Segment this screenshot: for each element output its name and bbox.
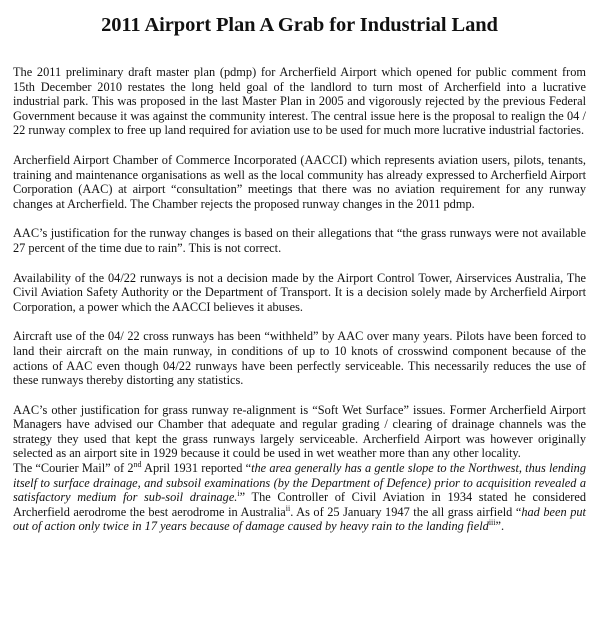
endnote-ref-2: ii	[285, 503, 291, 513]
endnote-ref-3: iii	[488, 518, 496, 528]
paragraph-chamber-of-commerce: Archerfield Airport Chamber of Commerce Incorporated (AACCI) which represents aviation users, pilots, tenants, training and maintenance organisations as well as the local community has already expressed to Archerfield Airport Corporation (AAC) at airport “consultation” meetings that there was no aviation requirement for any runway changes at Archerfield. The Chamber rejects the proposed runway changes in the 2011 pdmp.	[13, 152, 586, 211]
paragraph-draft-master-plan: The 2011 preliminary draft master plan (pdmp) for Archerfield Airport which opened for public comment from 15th December 2010 restates the long held goal of the landlord to turn most of Archerfield into a lucrative industrial park. This was proposed in the last Master Plan in 2005 and vigorously rejected by the previous Federal Government because it was against the community interest. The central issue here is the proposal to realign the 04 / 22 runway complex to free up land required for aviation use to be used for much more lucrative industrial factories.	[13, 65, 586, 138]
p7-text-5: ”.	[495, 519, 505, 534]
paragraph-aac-justification: AAC’s justification for the runway changes is based on their allegations that “the grass runways were not available 27 percent of the time due to rain”. This is not correct.	[13, 226, 586, 255]
ordinal-suffix: nd	[133, 459, 142, 469]
paragraph-courier-mail-history	[13, 461, 586, 534]
endnote-ref-1: i	[237, 489, 240, 499]
page-title: 2011 Airport Plan A Grab for Industrial Land	[101, 14, 498, 36]
p7-text-2: April 1931 reported “	[141, 461, 252, 476]
courier-mail-quote: the area generally has a gentle slope to the Northwest, thus lending itself to surface drainage, and subsoil examinations (by the Department of Defence) prior to acquisition revealed a satisfactory medium for sub-soil drainage.	[13, 461, 587, 505]
paragraph-soft-wet-surface: AAC’s other justification for grass runway re-alignment is “Soft Wet Surface” issues. Former Archerfield Airport Managers have advised our Chamber that adequate and regular grading / clearing of drainage channels was the strategy they used that kept the grass runways largely serviceable. Archerfield Airport was however originally selected as an airport site in 1929 because it could be used in wet weather more than any other locality.	[13, 402, 586, 461]
article-body	[13, 65, 586, 534]
paragraph-runway-availability: Availability of the 04/22 runways is not a decision made by the Airport Control Tower, Airservices Australia, The Civil Aviation Safety Authority or the Department of Transport. It is a decision solely made by Archerfield Airport Corporation, a power which the AACCI believes it abuses.	[13, 270, 586, 314]
paragraph-cross-runways-withheld: Aircraft use of the 04/ 22 cross runways has been “withheld” by AAC over many years. Pilots have been forced to land their aircraft on the main runway, in conditions of up to 10 knots of crosswind component because of the actions of AAC even though 04/22 runways have been perfectly serviceable. This necessarily reduces the use of these runways thereby distorting any statistics.	[13, 329, 586, 388]
p7-text-1: The “Courier Mail” of 2	[13, 461, 134, 476]
p7-text-3: ” The Controller of Civil Aviation in 1934 stated he considered Archerfield aerodrome the best aerodrome in Australia	[13, 490, 586, 519]
landing-field-quote: had been put out of action only twice in 17 years because of damage caused by heavy rain to the landing field	[13, 504, 586, 534]
p7-text-4: . As of 25 January 1947 the all grass airfield “	[290, 504, 522, 519]
